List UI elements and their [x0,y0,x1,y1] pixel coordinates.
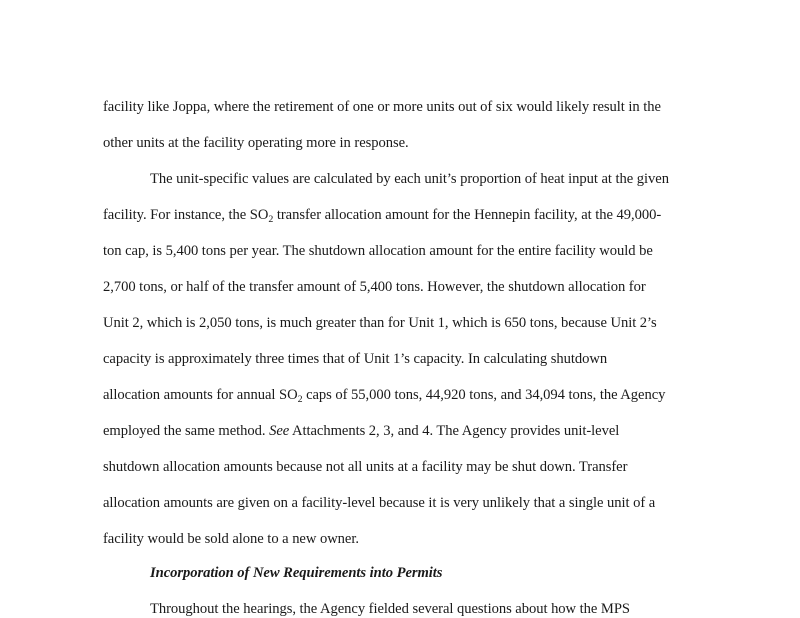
citation-signal: See [269,423,290,439]
line-text: facility. For instance, the SO [103,207,269,223]
line-text: caps of 55,000 tons, 44,920 tons, and 34,094 tons, the Agency [302,387,666,403]
paragraph-line: facility would be sold alone to a new owner. [103,531,359,547]
paragraph-line: ton cap, is 5,400 tons per year. The shutdown allocation amount for the entire facility would be [103,243,653,259]
paragraph-line [103,206,661,226]
subscript: 2 [297,394,303,405]
paragraph-line: capacity is approximately three times that of Unit 1’s capacity. In calculating shutdown [103,351,608,367]
paragraph-line: shutdown allocation amounts because not all units at a facility may be shut down. Transfer [103,459,628,475]
line-text: employed the same method. [103,423,270,439]
line-text: transfer allocation amount for the Hennepin facility, at the 49,000- [273,207,662,223]
paragraph-line: allocation amounts are given on a facility-level because it is very unlikely that a single unit of a [103,495,656,511]
paragraph-line: Unit 2, which is 2,050 tons, is much greater than for Unit 1, which is 650 tons, because Unit 2’s [103,315,657,331]
paragraph-first-line: Throughout the hearings, the Agency fielded several questions about how the MPS [150,601,630,617]
paragraph-line [103,386,665,406]
paragraph-first-line: The unit-specific values are calculated by each unit’s proportion of heat input at the given [150,171,669,187]
paragraph-line: other units at the facility operating more in response. [103,135,409,151]
line-text: allocation amounts for annual SO [103,387,298,403]
paragraph-line [103,422,619,440]
section-heading: Incorporation of New Requirements into Permits [150,565,443,581]
line-text: Attachments 2, 3, and 4. The Agency provides unit-level [289,423,620,439]
paragraph-line: facility like Joppa, where the retirement of one or more units out of six would likely result in the [103,99,661,115]
subscript: 2 [268,214,274,225]
paragraph-line: 2,700 tons, or half of the transfer amount of 5,400 tons. However, the shutdown allocation for [103,279,646,295]
